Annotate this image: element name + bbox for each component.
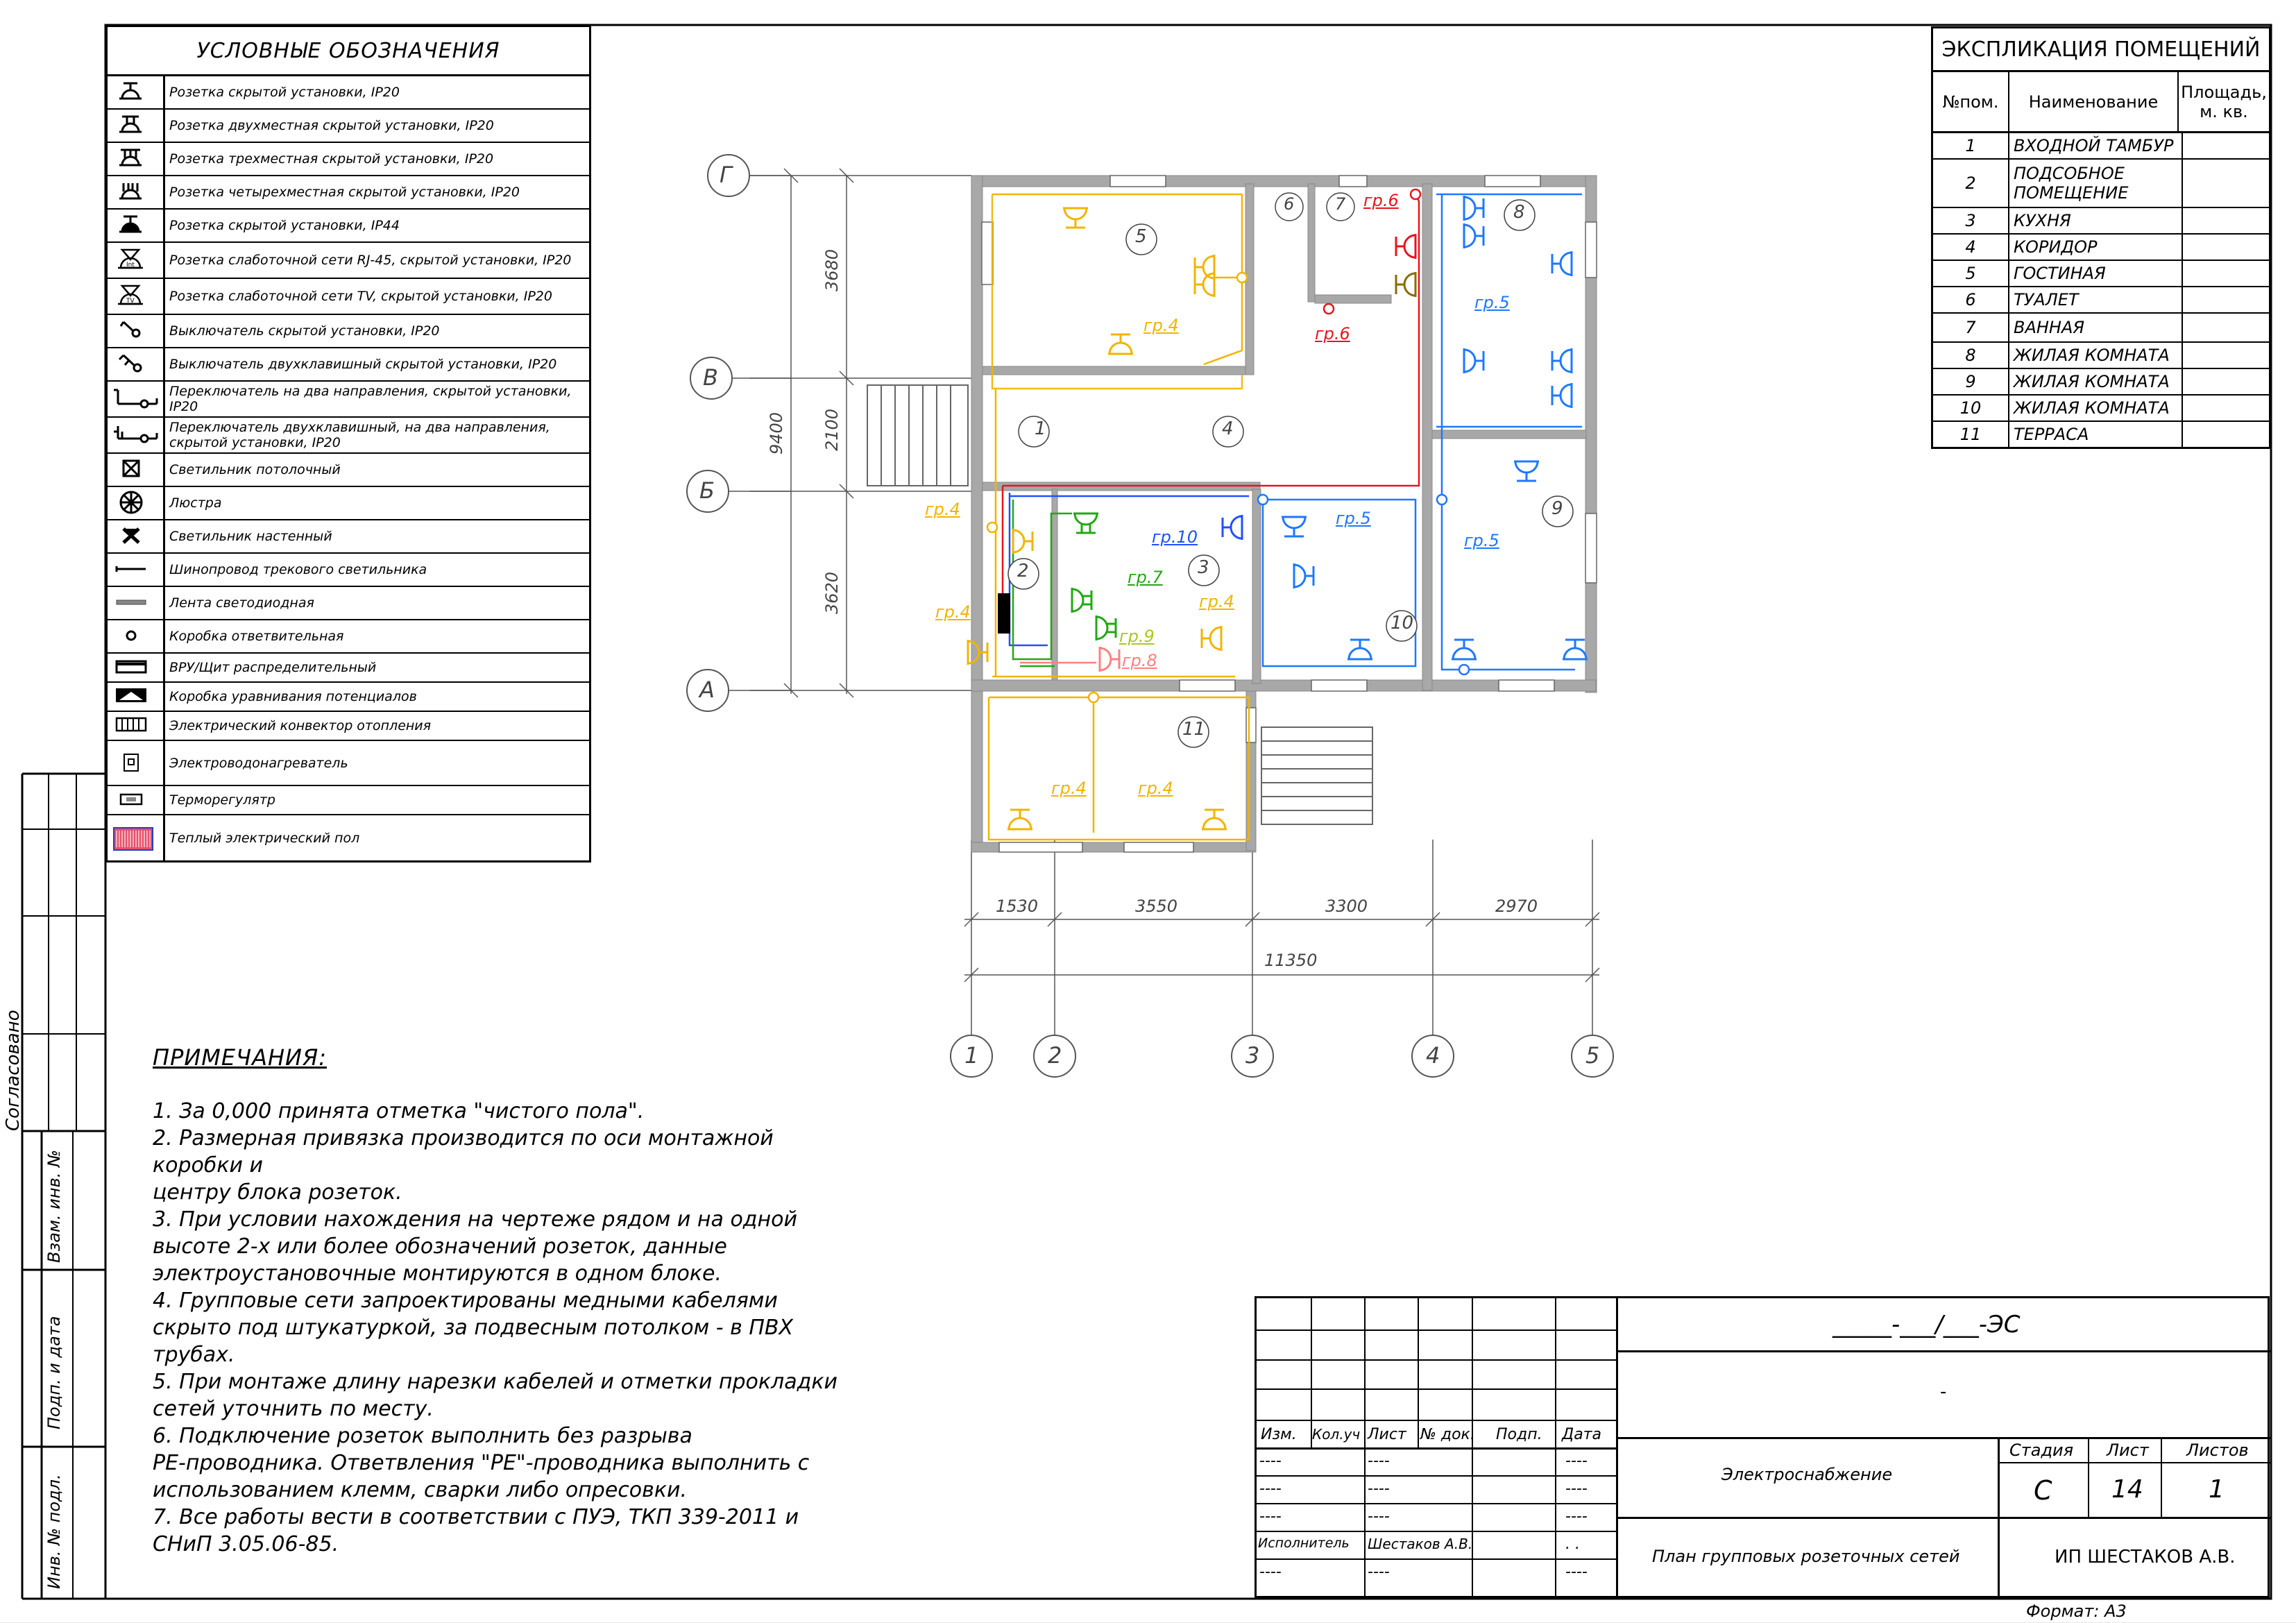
dash-11: ---- <box>1259 1563 1282 1581</box>
room-9: 9 <box>1551 498 1563 519</box>
note-line: скрыто под штукатуркой, за подвесным потолком - в ПВХ <box>153 1316 794 1340</box>
sheet-value: 14 <box>2111 1475 2143 1504</box>
group-label-4: гр.4 <box>1138 779 1173 798</box>
note-line: 5. При монтаже длину нарезки кабелей и отметки прокладки <box>153 1370 837 1394</box>
note-line: центру блока розеток. <box>153 1180 402 1205</box>
legend-label: Розетка слаботочной сети RJ-45, скрытой установки, IP20 <box>169 253 572 268</box>
legend-label: Светильник потолочный <box>169 462 341 477</box>
group-label-8: гр.8 <box>1122 651 1157 670</box>
col-sign: Подп. <box>1496 1426 1542 1443</box>
sheet-label: Лист <box>2107 1441 2149 1460</box>
axis-number-1: 1 <box>964 1042 979 1069</box>
dim-2970: 2970 <box>1495 897 1538 916</box>
room-name: КОРИДОР <box>2009 235 2183 260</box>
room-1: 1 <box>1035 418 1046 439</box>
note-line: СНиП 3.05.06-85. <box>153 1532 339 1556</box>
note-line: 2. Размерная привязка производится по оси монтажной <box>153 1126 774 1150</box>
notes-block <box>153 1044 847 1558</box>
room-name: ЖИЛАЯ КОМНАТА <box>2009 343 2183 368</box>
group-label-5: гр.5 <box>1474 293 1510 312</box>
side-inv-orig: Инв. № подл. <box>44 1474 64 1589</box>
room-5: 5 <box>1135 226 1147 247</box>
room-number: 5 <box>1933 261 2009 286</box>
note-line: трубах. <box>153 1343 235 1367</box>
group-label-4: гр.4 <box>1051 779 1087 798</box>
dim-1530: 1530 <box>996 897 1039 916</box>
side-sign-date: Подп. и дата <box>44 1316 64 1429</box>
svg-text:Int: Int <box>126 262 135 269</box>
notes-title: ПРИМЕЧАНИЯ: <box>153 1044 327 1071</box>
legend-label: Розетка скрытой установки, IP20 <box>169 85 400 100</box>
dash-4: ---- <box>1259 1480 1282 1497</box>
room-name: ТЕРРАСА <box>2009 422 2183 447</box>
legend-label: Выключатель скрытой установки, IP20 <box>169 323 440 339</box>
axis-letter-g: Г <box>720 162 732 188</box>
header-name: Наименование <box>2009 72 2179 131</box>
room-number: 11 <box>1933 422 2009 447</box>
dash-2: ---- <box>1368 1452 1390 1470</box>
legend-label: Выключатель двухклавишный скрытой установки, IP20 <box>169 357 557 372</box>
title-block <box>1255 1296 2270 1598</box>
dash-8: ---- <box>1368 1508 1390 1525</box>
room-name: ВХОДНОЙ ТАМБУР <box>2009 133 2183 158</box>
room-number: 3 <box>1933 208 2009 233</box>
dash-1: ---- <box>1259 1452 1282 1470</box>
room-10: 10 <box>1391 613 1414 634</box>
group-label-6: гр.6 <box>1315 324 1350 343</box>
date-dots: . . <box>1565 1536 1580 1553</box>
note-line: электроустановочные монтируются в одном блоке. <box>153 1261 722 1286</box>
header-area: Площадь, м. кв. <box>2181 82 2267 121</box>
dim-3300: 3300 <box>1325 897 1368 916</box>
note-line: 7. Все работы вести в соответствии с ПУЭ, ТКП 339-2011 и <box>153 1505 799 1529</box>
dash-6: ---- <box>1565 1480 1588 1497</box>
dash-3: ---- <box>1565 1452 1588 1470</box>
legend-label: Розетка четырехместная скрытой установки, IP20 <box>169 185 520 200</box>
room-number: 6 <box>1933 287 2009 312</box>
paper-format: Формат: А3 <box>2026 1601 2127 1621</box>
note-line: 4. Групповые сети запроектированы медными кабелями <box>153 1289 778 1313</box>
legend-label: Переключатель двухклавишный, на два направления, скрытой установки, IP20 <box>169 420 550 450</box>
dim-3550: 3550 <box>1135 897 1178 916</box>
dash-9: ---- <box>1565 1508 1588 1525</box>
legend-label: Светильник настенный <box>169 529 332 544</box>
room-name: КУХНЯ <box>2009 208 2183 233</box>
stage-label: Стадия <box>2009 1441 2074 1460</box>
side-agreed: Согласовано <box>3 1010 24 1131</box>
room-number: 2 <box>1933 160 2009 207</box>
group-label-5: гр.5 <box>1464 531 1499 550</box>
legend-label: Люстра <box>169 495 222 511</box>
room-name: ПОДСОБНОЕ ПОМЕЩЕНИЕ <box>2009 160 2183 207</box>
col-kol: Кол.уч <box>1312 1426 1361 1443</box>
dim-3680: 3680 <box>822 248 842 291</box>
dim-2100: 2100 <box>822 408 842 451</box>
group-label-7: гр.7 <box>1128 568 1163 587</box>
col-doc: № док. <box>1420 1426 1475 1443</box>
legend-label: Шинопровод трекового светильника <box>169 562 427 577</box>
company-name: ИП ШЕСТАКОВ А.В. <box>2055 1547 2236 1567</box>
dash-7: ---- <box>1259 1508 1282 1525</box>
legend-label: Розетка двухместная скрытой установки, IP20 <box>169 118 494 133</box>
dim-11350: 11350 <box>1264 951 1318 970</box>
legend-label: Розетка скрытой установки, IP44 <box>169 218 400 233</box>
room-7: 7 <box>1335 194 1346 214</box>
header-num: №пом. <box>1933 72 2009 131</box>
legend-label: Теплый электрический пол <box>169 830 360 846</box>
group-label-9: гр.9 <box>1119 627 1155 646</box>
note-line: использованием клемм, сварки либо опресовки. <box>153 1478 687 1502</box>
sheets-label: Листов <box>2186 1441 2249 1460</box>
col-izm: Изм. <box>1261 1426 1297 1443</box>
room-number: 9 <box>1933 369 2009 394</box>
axis-number-5: 5 <box>1585 1042 1600 1069</box>
room-8: 8 <box>1513 202 1525 223</box>
note-line: PE-проводника. Ответвления "PE"-проводника выполнить с <box>153 1451 810 1475</box>
stage-value: С <box>2034 1475 2052 1506</box>
note-line: 3. При условии нахождения на чертеже рядом и на одной <box>153 1207 798 1232</box>
legend-label: Электрический конвектор отопления <box>169 718 432 733</box>
room-4: 4 <box>1222 418 1234 439</box>
legend-label: Лента светодиодная <box>169 595 314 611</box>
room-number: 8 <box>1933 343 2009 368</box>
axis-number-2: 2 <box>1048 1042 1062 1069</box>
group-label-4: гр.4 <box>1199 592 1234 611</box>
room-number: 7 <box>1933 314 2009 341</box>
drawing-title: План групповых розеточных сетей <box>1652 1547 1960 1566</box>
performer-label: Исполнитель <box>1258 1536 1350 1551</box>
legend-label: Переключатель на два направления, скрытой установки, IP20 <box>169 384 572 414</box>
room-2: 2 <box>1017 561 1029 581</box>
axis-letter-a: А <box>699 677 715 703</box>
room-number: 4 <box>1933 235 2009 260</box>
group-label-4: гр.4 <box>935 602 971 622</box>
group-label-5: гр.5 <box>1336 509 1371 528</box>
room-name: ВАННАЯ <box>2009 314 2183 341</box>
dash-5: ---- <box>1368 1480 1390 1497</box>
title-dash: - <box>1940 1382 1947 1402</box>
legend-label: Коробка ответвительная <box>169 629 344 644</box>
axis-number-4: 4 <box>1426 1042 1440 1069</box>
dim-3620: 3620 <box>822 571 842 614</box>
side-inv-swap: Взам. инв. № <box>44 1150 64 1263</box>
legend-label: Розетка трехместная скрытой установки, IP20 <box>169 151 494 167</box>
room-name: ГОСТИНАЯ <box>2009 261 2183 286</box>
axis-number-3: 3 <box>1245 1042 1260 1069</box>
section-name: Электроснабжение <box>1721 1465 1893 1484</box>
dim-9400: 9400 <box>767 411 786 454</box>
group-label-10: гр.10 <box>1152 527 1198 547</box>
room-11: 11 <box>1182 719 1206 740</box>
legend-title: УСЛОВНЫЕ ОБОЗНАЧЕНИЯ <box>108 27 589 76</box>
legend-label: Электроводонагреватель <box>169 755 348 771</box>
room-name: ЖИЛАЯ КОМНАТА <box>2009 369 2183 394</box>
group-label-6: гр.6 <box>1363 191 1399 210</box>
legend-label: Розетка слаботочной сети TV, скрытой установки, IP20 <box>169 289 552 304</box>
sheets-value: 1 <box>2209 1475 2225 1504</box>
svg-text:TV: TV <box>126 298 135 305</box>
drawing-code: _____-___/___-ЭС <box>1832 1311 2021 1339</box>
note-line: высоте 2-х или более обозначений розеток, данные <box>153 1234 727 1259</box>
dash-12: ---- <box>1368 1563 1390 1581</box>
room-name: ЖИЛАЯ КОМНАТА <box>2009 396 2183 420</box>
dash-10: ---- <box>1565 1563 1588 1581</box>
room-number: 10 <box>1933 396 2009 420</box>
room-6: 6 <box>1284 194 1295 214</box>
legend-label: Коробка уравнивания потенциалов <box>169 689 417 704</box>
room-3: 3 <box>1198 557 1209 578</box>
group-label-4: гр.4 <box>925 500 960 519</box>
performer-name: Шестаков А.В. <box>1368 1536 1473 1552</box>
group-label-4: гр.4 <box>1143 316 1179 335</box>
axis-letter-v: В <box>703 364 718 391</box>
note-line: 1. За 0,000 принята отметка "чистого пола". <box>153 1099 645 1123</box>
explication-title: ЭКСПЛИКАЦИЯ ПОМЕЩЕНИЙ <box>1933 28 2269 72</box>
col-date: Дата <box>1562 1426 1601 1443</box>
note-line: коробки и <box>153 1153 264 1178</box>
note-line: сетей уточнить по месту. <box>153 1397 434 1421</box>
legend-label: ВРУ/Щит распределительный <box>169 660 377 675</box>
room-number: 1 <box>1933 133 2009 158</box>
room-name: ТУАЛЕТ <box>2009 287 2183 312</box>
legend-label: Терморегулятр <box>169 792 275 808</box>
col-list: Лист <box>1368 1426 1406 1443</box>
axis-letter-b: Б <box>699 477 715 504</box>
note-line: 6. Подключение розеток выполнить без разрыва <box>153 1424 692 1448</box>
